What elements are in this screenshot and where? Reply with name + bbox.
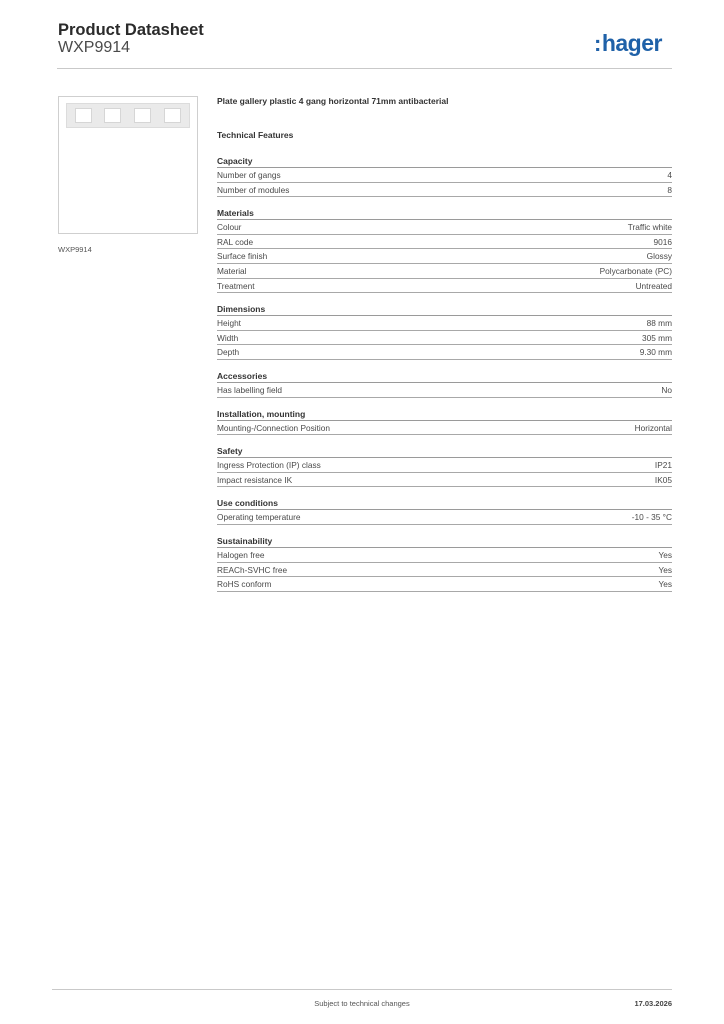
- section: [217, 303, 672, 360]
- spec-label: Number of gangs: [217, 170, 281, 180]
- logo-colon: :: [594, 31, 601, 56]
- spec-label: RAL code: [217, 236, 254, 247]
- spec-label: Number of modules: [217, 184, 290, 195]
- section-title: Dimensions: [217, 303, 672, 316]
- spec-label: Mounting-/Connection Position: [217, 422, 330, 433]
- spec-row: [217, 510, 672, 525]
- section-title: Safety: [217, 445, 672, 458]
- spec-value: IK05: [654, 474, 672, 485]
- page-title: Product Datasheet: [58, 21, 204, 39]
- features-heading: Technical Features: [217, 130, 294, 140]
- spec-label: Height: [217, 318, 241, 329]
- spec-label: RoHS conform: [217, 579, 272, 590]
- spec-value: Yes: [658, 579, 672, 590]
- section: [217, 535, 672, 592]
- spec-value: 88 mm: [646, 318, 672, 329]
- spec-value: Horizontal: [634, 422, 672, 433]
- brand-name: hager: [601, 30, 662, 56]
- spec-row: [217, 458, 672, 473]
- technical-content: [217, 96, 672, 602]
- section-title: Use conditions: [217, 497, 672, 510]
- spec-label: REACh-SVHC free: [217, 564, 288, 575]
- spec-value: Yes: [658, 549, 672, 560]
- section: [217, 497, 672, 525]
- spec-value: Polycarbonate (PC): [599, 265, 672, 276]
- footer-note: Subject to technical changes: [314, 999, 410, 1008]
- section-title: Sustainability: [217, 535, 672, 548]
- plate-illustration: [66, 103, 190, 128]
- plate-window: [134, 108, 151, 123]
- brand-logo: [594, 30, 662, 57]
- spec-row: [217, 421, 672, 436]
- spec-row: [217, 345, 672, 360]
- spec-row: [217, 220, 672, 235]
- spec-label: Operating temperature: [217, 512, 301, 523]
- product-code: WXP9914: [58, 39, 131, 56]
- spec-label: Surface finish: [217, 251, 268, 262]
- spec-value: 9016: [653, 236, 672, 247]
- spec-row: [217, 279, 672, 294]
- spec-value: 4: [667, 170, 672, 180]
- spec-value: 8: [667, 184, 672, 195]
- spec-value: Traffic white: [627, 222, 672, 233]
- section-title: Accessories: [217, 370, 672, 383]
- spec-row: [217, 264, 672, 279]
- spec-label: Impact resistance IK: [217, 474, 293, 485]
- plate-window: [75, 108, 92, 123]
- section: [217, 207, 672, 293]
- spec-label: Colour: [217, 222, 242, 233]
- spec-row: [217, 235, 672, 250]
- spec-label: Depth: [217, 347, 240, 358]
- plate-window: [104, 108, 121, 123]
- spec-row: [217, 331, 672, 346]
- section: [217, 370, 672, 398]
- spec-value: Glossy: [646, 251, 672, 262]
- spec-label: Halogen free: [217, 549, 265, 560]
- image-caption: WXP9914: [58, 245, 92, 254]
- header-divider: [57, 68, 672, 69]
- spec-row: [217, 168, 672, 183]
- footer-divider: [52, 989, 672, 990]
- spec-value: 9.30 mm: [639, 347, 672, 358]
- spec-row: [217, 473, 672, 488]
- spec-row: [217, 183, 672, 198]
- section-title: Installation, mounting: [217, 408, 672, 421]
- section: [217, 408, 672, 436]
- spec-row: [217, 383, 672, 398]
- spec-row: [217, 548, 672, 563]
- spec-row: [217, 316, 672, 331]
- footer-date: 17.03.2026: [634, 999, 672, 1008]
- spec-label: Ingress Protection (IP) class: [217, 460, 321, 471]
- spec-row: [217, 577, 672, 592]
- section: [217, 155, 672, 197]
- spec-label: Treatment: [217, 280, 255, 291]
- section-title: Capacity: [217, 155, 672, 168]
- product-image: [58, 96, 198, 234]
- spec-label: Material: [217, 265, 247, 276]
- section-title: Materials: [217, 207, 672, 220]
- spec-row: [217, 249, 672, 264]
- spec-value: Yes: [658, 564, 672, 575]
- spec-value: Untreated: [635, 280, 672, 291]
- spec-value: IP21: [654, 460, 672, 471]
- feature-sections: [217, 155, 672, 592]
- spec-value: 305 mm: [642, 332, 672, 343]
- spec-label: Has labelling field: [217, 384, 283, 395]
- section: [217, 445, 672, 487]
- spec-value: -10 - 35 °C: [631, 512, 672, 523]
- spec-row: [217, 563, 672, 578]
- plate-window: [164, 108, 181, 123]
- spec-value: No: [661, 384, 672, 395]
- spec-label: Width: [217, 332, 239, 343]
- product-description: Plate gallery plastic 4 gang horizontal 71mm antibacterial: [217, 96, 449, 106]
